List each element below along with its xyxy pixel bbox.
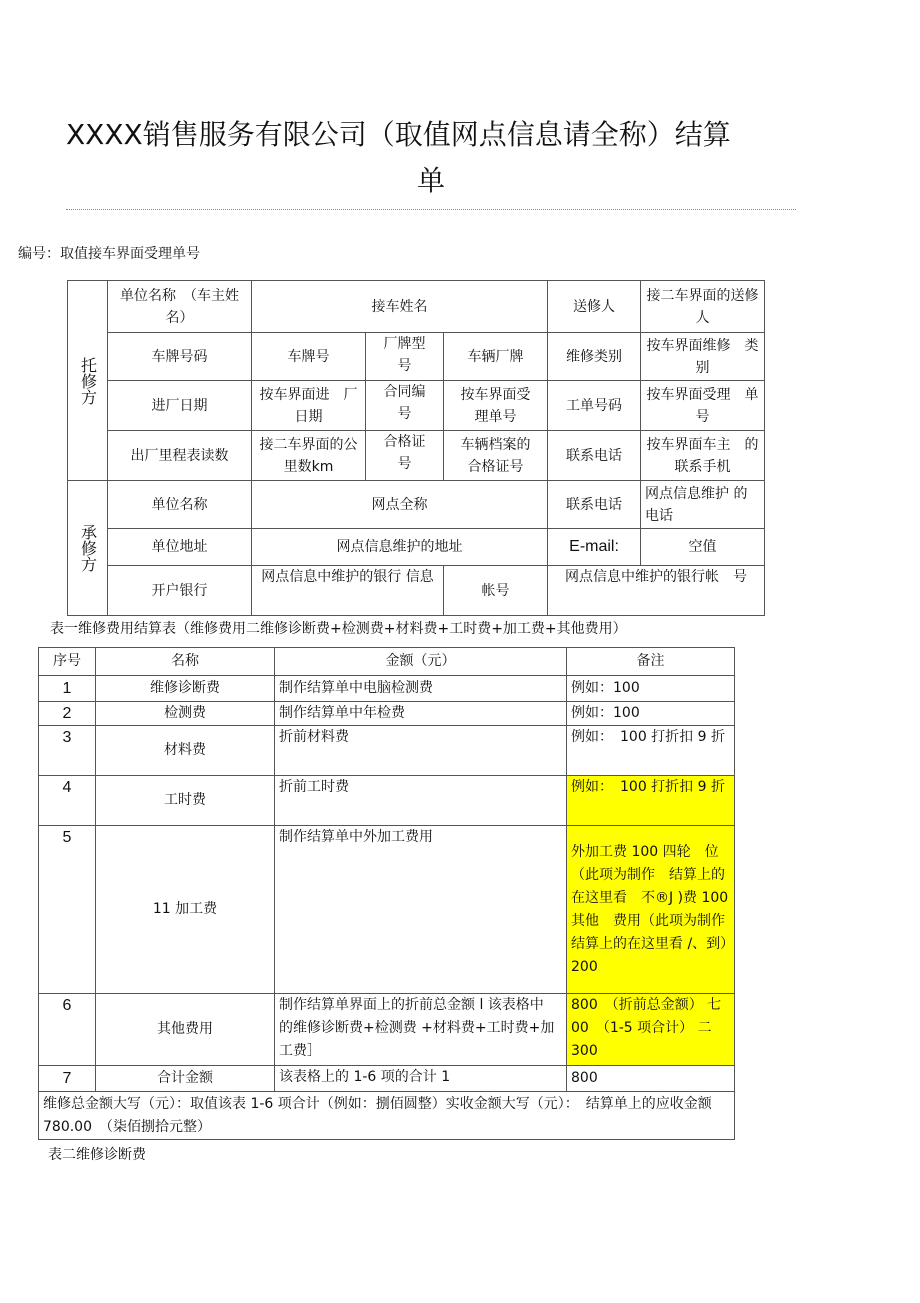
header-no: 序号 — [39, 648, 96, 676]
cell: 进厂日期 — [108, 381, 252, 431]
row-remark: 例如： 100 打折扣 9 折 — [567, 776, 735, 826]
title-divider — [66, 209, 796, 210]
row-no: 4 — [39, 776, 96, 826]
cell: 按车界面车主 的联系手机 — [641, 431, 765, 481]
cell: 送修人 — [548, 281, 641, 333]
cell: 联系电话 — [548, 431, 641, 481]
cell: 合同编 号 — [366, 381, 444, 431]
cell: 帐号 — [444, 566, 548, 616]
row-no: 2 — [39, 702, 96, 726]
cell: 单位名称 — [108, 481, 252, 529]
cell: 网点信息中维护的银行 信息 — [252, 566, 444, 616]
row-name: 其他费用 — [96, 994, 275, 1066]
row-name: 合计金额 — [96, 1066, 275, 1092]
cell: 接二车界面的公里数km — [252, 431, 366, 481]
cell: 工单号码 — [548, 381, 641, 431]
cell: 网点信息维护 的电话 — [641, 481, 765, 529]
cell: 车牌号 — [252, 333, 366, 381]
cell: 空值 — [641, 529, 765, 566]
summary-row — [39, 1092, 735, 1140]
cell: 按车界面受理 单号 — [641, 381, 765, 431]
cell: 开户银行 — [108, 566, 252, 616]
cell: 出厂里程表读数 — [108, 431, 252, 481]
table1-caption: 表一维修费用结算表（维修费用二维修诊断费+检测费+材料费+工时费+加工费+其他费用） — [50, 621, 627, 637]
cell: 网点全称 — [252, 481, 548, 529]
cell: 车辆厂牌 — [444, 333, 548, 381]
header-amount: 金额（元） — [275, 648, 567, 676]
document-title — [66, 112, 796, 204]
row-amount: 该表格上的 1-6 项的合计 1 — [275, 1066, 567, 1092]
row-remark: 例如：100 — [567, 676, 735, 702]
row-no: 5 — [39, 826, 96, 994]
row-remark: 例如：100 — [567, 702, 735, 726]
row-name: 11 加工费 — [96, 826, 275, 994]
table-row — [39, 676, 735, 702]
header-name: 名称 — [96, 648, 275, 676]
row-remark: 外加工费 100 四轮 位（此项为制作 结算上的在这里看 不®J )费 100 其他 费用（此项为制作结算上的在这里看 /、到）200 — [567, 826, 735, 994]
title-line-2: 单 — [416, 164, 445, 197]
cell: 按车界面受 理单号 — [444, 381, 548, 431]
cell: 维修类别 — [548, 333, 641, 381]
row-amount: 制作结算单中年检费 — [275, 702, 567, 726]
amount-summary: 维修总金额大写（元）：取值该表 1-6 项合计（例如：捌佰圆整）实收金额大写（元）： 结算单上的应收金额 780.00 （柒佰捌拾元整） — [39, 1092, 735, 1140]
row-no: 7 — [39, 1066, 96, 1092]
row-name: 材料费 — [96, 726, 275, 776]
row-amount: 折前材料费 — [275, 726, 567, 776]
cell: 联系电话 — [548, 481, 641, 529]
table2-caption: 表二维修诊断费 — [48, 1147, 146, 1163]
cell: 单位地址 — [108, 529, 252, 566]
cell: 单位名称 （车主姓名） — [108, 281, 252, 333]
cell: 车牌号码 — [108, 333, 252, 381]
cell: 网点信息维护的地址 — [252, 529, 548, 566]
row-amount: 制作结算单中外加工费用 — [275, 826, 567, 994]
row-name: 检测费 — [96, 702, 275, 726]
cell: 按车界面维修 类别 — [641, 333, 765, 381]
serial-number: 编号：取值接车界面受理单号 — [18, 246, 200, 262]
table-row — [39, 994, 735, 1066]
row-remark: 800 （折前总金额） 七 00 （1-5 项合计） 二 300 — [567, 994, 735, 1066]
cell: 按车界面进 厂日期 — [252, 381, 366, 431]
row-amount: 折前工时费 — [275, 776, 567, 826]
client-side-label: 托修方 — [68, 281, 108, 481]
cell: E-mail: — [548, 529, 641, 566]
row-no: 3 — [39, 726, 96, 776]
row-amount: 制作结算单界面上的折前总金额 l 该表格中 的维修诊断费+检测费 +材料费+工时费+加工费］ — [275, 994, 567, 1066]
row-amount: 制作结算单中电脑检测费 — [275, 676, 567, 702]
cell: 接二车界面的送修人 — [641, 281, 765, 333]
title-line-1: XXXX销售服务有限公司（取值网点信息请全称）结算 — [66, 118, 731, 151]
fee-settlement-table — [38, 647, 735, 1140]
cell: 厂牌型 号 — [366, 333, 444, 381]
row-remark: 800 — [567, 1066, 735, 1092]
row-no: 6 — [39, 994, 96, 1066]
header-remark: 备注 — [567, 648, 735, 676]
cell: 车辆档案的 合格证号 — [444, 431, 548, 481]
cell: 接车姓名 — [252, 281, 548, 333]
table-row — [39, 726, 735, 776]
cell: 网点信息中维护的银行帐 号 — [548, 566, 765, 616]
table-row — [39, 776, 735, 826]
table-row — [39, 1066, 735, 1092]
row-name: 工时费 — [96, 776, 275, 826]
row-remark: 例如： 100 打折扣 9 折 — [567, 726, 735, 776]
row-no: 1 — [39, 676, 96, 702]
cell: 合格证 号 — [366, 431, 444, 481]
table-row — [39, 826, 735, 994]
party-info-table — [67, 280, 765, 616]
row-name: 维修诊断费 — [96, 676, 275, 702]
repairer-side-label: 承修方 — [68, 481, 108, 616]
table-row — [39, 702, 735, 726]
